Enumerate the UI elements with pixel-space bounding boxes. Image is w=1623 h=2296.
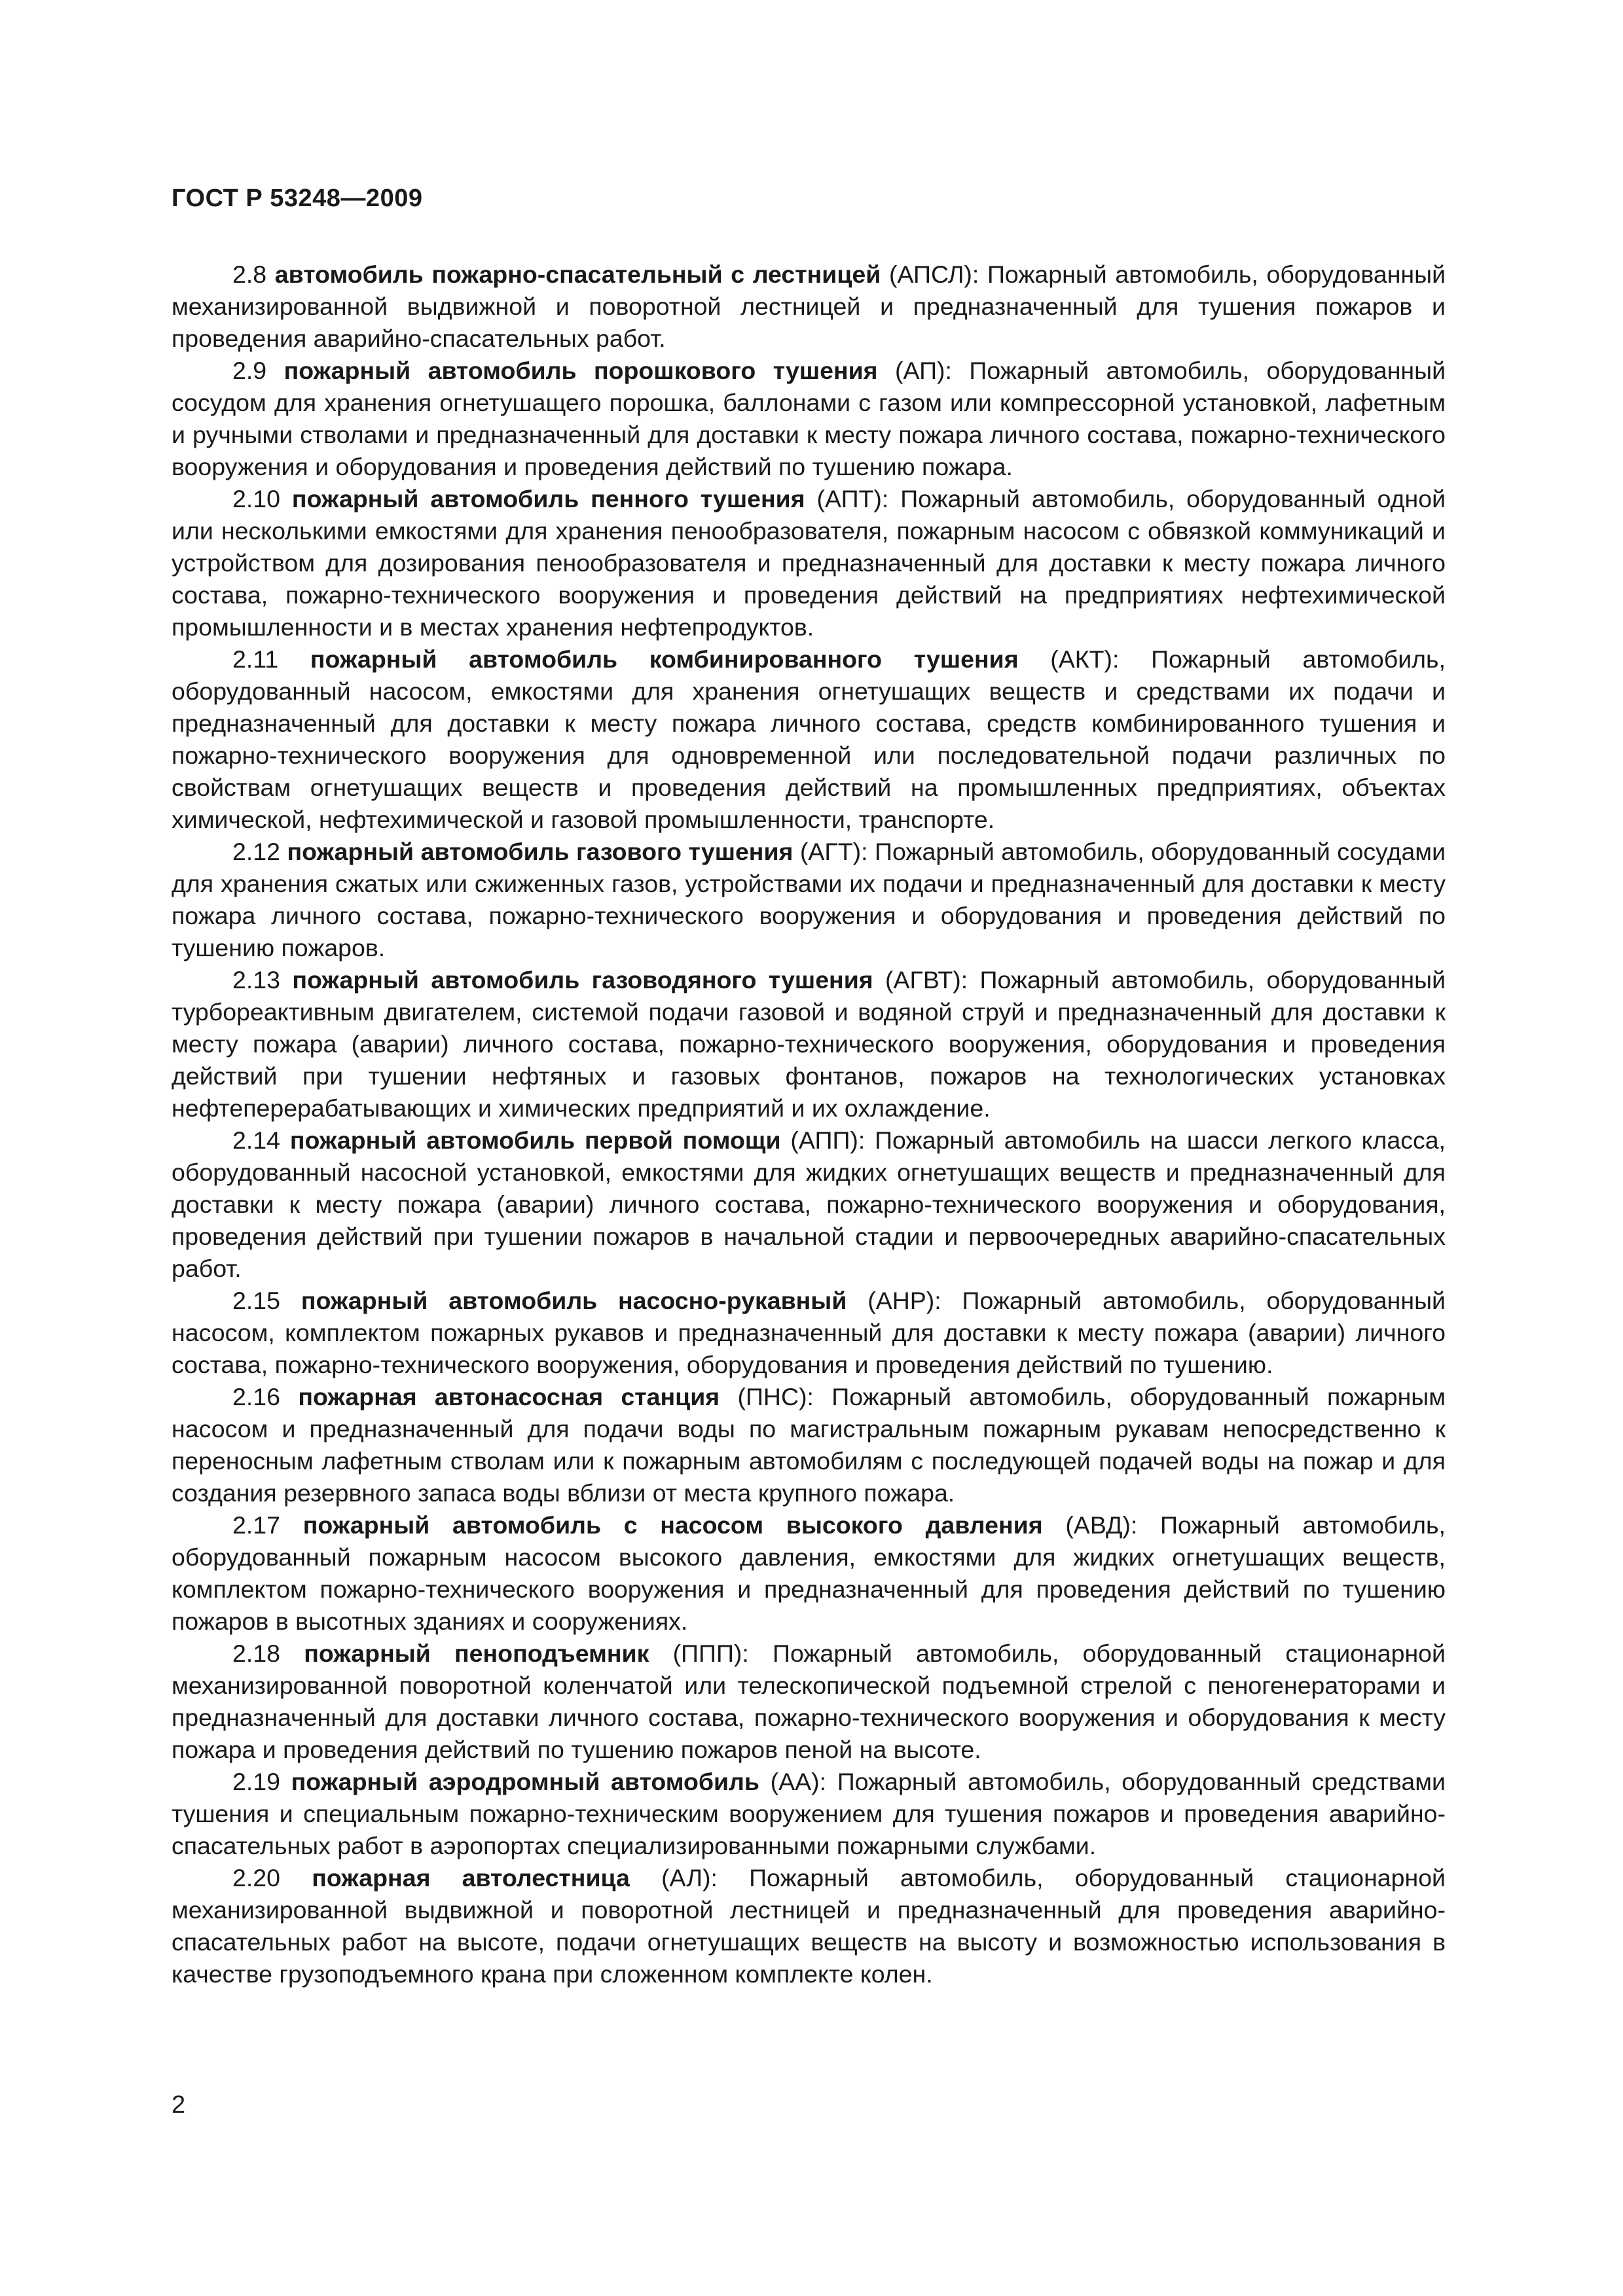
definition-2-15 xyxy=(172,1285,1446,1381)
definition-number: 2.16 xyxy=(232,1383,280,1410)
definition-number: 2.8 xyxy=(232,260,267,288)
definition-text: (АПП): Пожарный автомобиль на шасси легкого класса, оборудованный насосной установкой, емкостями для жидких огнетушащих веществ и предназначенный для доставки к месту пожара (аварии) личного состава, пожарно-технического вооружения и оборудования, проведения действий при тушении пожаров в начальной стадии и первоочередных аварийно-спасательных работ. xyxy=(172,1126,1446,1282)
definition-text: (ПНС): Пожарный автомобиль, оборудованный пожарным насосом и предназначенный для подачи воды по магистральным пожарным рукавам непосредственно к переносным лафетным стволам или к пожарным автомобилям с последующей подачей воды на пожар и для создания резервного запаса воды вблизи от места крупного пожара. xyxy=(172,1383,1446,1507)
definition-text: (АА): Пожарный автомобиль, оборудованный средствами тушения и специальным пожарно-техническим вооружением для тушения пожаров и проведения аварийно-спасательных работ в аэропортах специализированными пожарными службами. xyxy=(172,1768,1446,1859)
definition-term: пожарная автолестница xyxy=(312,1864,630,1892)
definition-term: пожарный автомобиль первой помощи xyxy=(289,1126,781,1154)
definition-text: (АПТ): Пожарный автомобиль, оборудованный одной или несколькими емкостями для хранения пенообразователя, пожарным насосом с обвязкой коммуникаций и устройством для дозирования пенообразователя и предназначенный для доставки к месту пожара личного состава, пожарно-технического вооружения и проведения действий на предприятиях нефтехимической промышленности и в местах хранения нефтепродуктов. xyxy=(172,485,1446,641)
definition-term: пожарный пеноподъемник xyxy=(304,1640,649,1667)
definition-number: 2.12 xyxy=(232,838,280,865)
definition-2-17 xyxy=(172,1509,1446,1638)
definition-term: пожарный автомобиль комбинированного тушения xyxy=(310,645,1019,673)
definition-number: 2.11 xyxy=(232,645,279,673)
definition-2-11 xyxy=(172,643,1446,836)
definition-2-14 xyxy=(172,1124,1446,1285)
definition-term: пожарный автомобиль насосно-рукавный xyxy=(301,1287,847,1314)
definition-term: пожарная автонасосная станция xyxy=(298,1383,720,1410)
definition-2-12 xyxy=(172,836,1446,964)
standard-header: ГОСТ Р 53248—2009 xyxy=(172,185,423,212)
definition-2-18 xyxy=(172,1638,1446,1766)
definitions-body xyxy=(172,259,1446,1990)
definition-2-16 xyxy=(172,1381,1446,1509)
definition-term: автомобиль пожарно-спасательный с лестницей xyxy=(274,260,881,288)
definition-number: 2.10 xyxy=(232,485,280,512)
definition-2-20 xyxy=(172,1862,1446,1990)
definition-text: (АГТ): Пожарный автомобиль, оборудованный сосудами для хранения сжатых или сжиженных газов, устройствами их подачи и предназначенный для доставки к месту пожара личного состава, пожарно-технического вооружения и оборудования и проведения действий по тушению пожаров. xyxy=(172,838,1446,961)
definition-number: 2.13 xyxy=(232,966,280,994)
page-number: 2 xyxy=(172,2091,186,2119)
definition-text: (АЛ): Пожарный автомобиль, оборудованный стационарной механизированной выдвижной и поворотной лестницей и предназначенный для проведения аварийно-спасательных работ на высоте, подачи огнетушащих веществ на высоту и возможностью использования в качестве грузоподъемного крана при сложенном комплекте колен. xyxy=(172,1864,1446,1988)
definition-text: (АКТ): Пожарный автомобиль, оборудованный насосом, емкостями для хранения огнетушащих веществ и средствами их подачи и предназначенный для доставки к месту пожара личного состава, средств комбинированного тушения и пожарно-технического вооружения для одновременной или последовательной подачи различных по свойствам огнетушащих веществ и проведения действий на промышленных предприятиях, объектах химической, нефтехимической и газовой промышленности, транспорте. xyxy=(172,645,1446,833)
definition-2-13 xyxy=(172,964,1446,1124)
definition-number: 2.17 xyxy=(232,1511,280,1539)
definition-number: 2.9 xyxy=(232,357,267,384)
definition-2-8 xyxy=(172,259,1446,355)
definition-text: (АПСЛ): Пожарный автомобиль, оборудованный механизированной выдвижной и поворотной лестницей и предназначенный для тушения пожаров и проведения аварийно-спасательных работ. xyxy=(172,260,1446,352)
definition-term: пожарный автомобиль с насосом высокого давления xyxy=(302,1511,1043,1539)
definition-number: 2.15 xyxy=(232,1287,280,1314)
definition-text: (АГВТ): Пожарный автомобиль, оборудованный турбореактивным двигателем, системой подачи газовой и водяной струй и предназначенный для доставки к месту пожара (аварии) личного состава, пожарно-технического вооружения, оборудования и проведения действий при тушении нефтяных и газовых фонтанов, пожаров на технологических установках нефтеперерабатывающих и химических предприятий и их охлаждение. xyxy=(172,966,1446,1122)
definition-number: 2.19 xyxy=(232,1768,280,1795)
definition-term: пожарный автомобиль газоводяного тушения xyxy=(292,966,873,994)
definition-2-19 xyxy=(172,1766,1446,1862)
definition-2-9 xyxy=(172,355,1446,483)
definition-text: (ППП): Пожарный автомобиль, оборудованный стационарной механизированной поворотной коленчатой или телескопической подъемной стрелой с пеногенераторами и предназначенный для доставки личного состава, пожарно-технического вооружения и оборудования к месту пожара и проведения действий по тушению пожаров пеной на высоте. xyxy=(172,1640,1446,1763)
definition-2-10 xyxy=(172,483,1446,643)
definition-term: пожарный автомобиль пенного тушения xyxy=(291,485,805,512)
definition-text: (АП): Пожарный автомобиль, оборудованный сосудом для хранения огнетушащего порошка, баллонами с газом или компрессорной установкой, лафетным и ручными стволами и предназначенный для доставки к месту пожара личного состава, пожарно-технического вооружения и оборудования и проведения действий по тушению пожара. xyxy=(172,357,1446,480)
definition-term: пожарный автомобиль порошкового тушения xyxy=(283,357,878,384)
definition-number: 2.14 xyxy=(232,1126,280,1154)
definition-term: пожарный аэродромный автомобиль xyxy=(291,1768,759,1795)
definition-number: 2.18 xyxy=(232,1640,280,1667)
definition-text: (АВД): Пожарный автомобиль, оборудованный пожарным насосом высокого давления, емкостями для жидких огнетушащих веществ, комплектом пожарно-технического вооружения и предназначенный для проведения действий по тушению пожаров в высотных зданиях и сооружениях. xyxy=(172,1511,1446,1635)
definition-term: пожарный автомобиль газового тушения xyxy=(287,838,793,865)
definition-text: (АНР): Пожарный автомобиль, оборудованный насосом, комплектом пожарных рукавов и предназначенный для доставки к месту пожара (аварии) личного состава, пожарно-технического вооружения, оборудования и проведения действий по тушению. xyxy=(172,1287,1446,1378)
definition-number: 2.20 xyxy=(232,1864,280,1892)
